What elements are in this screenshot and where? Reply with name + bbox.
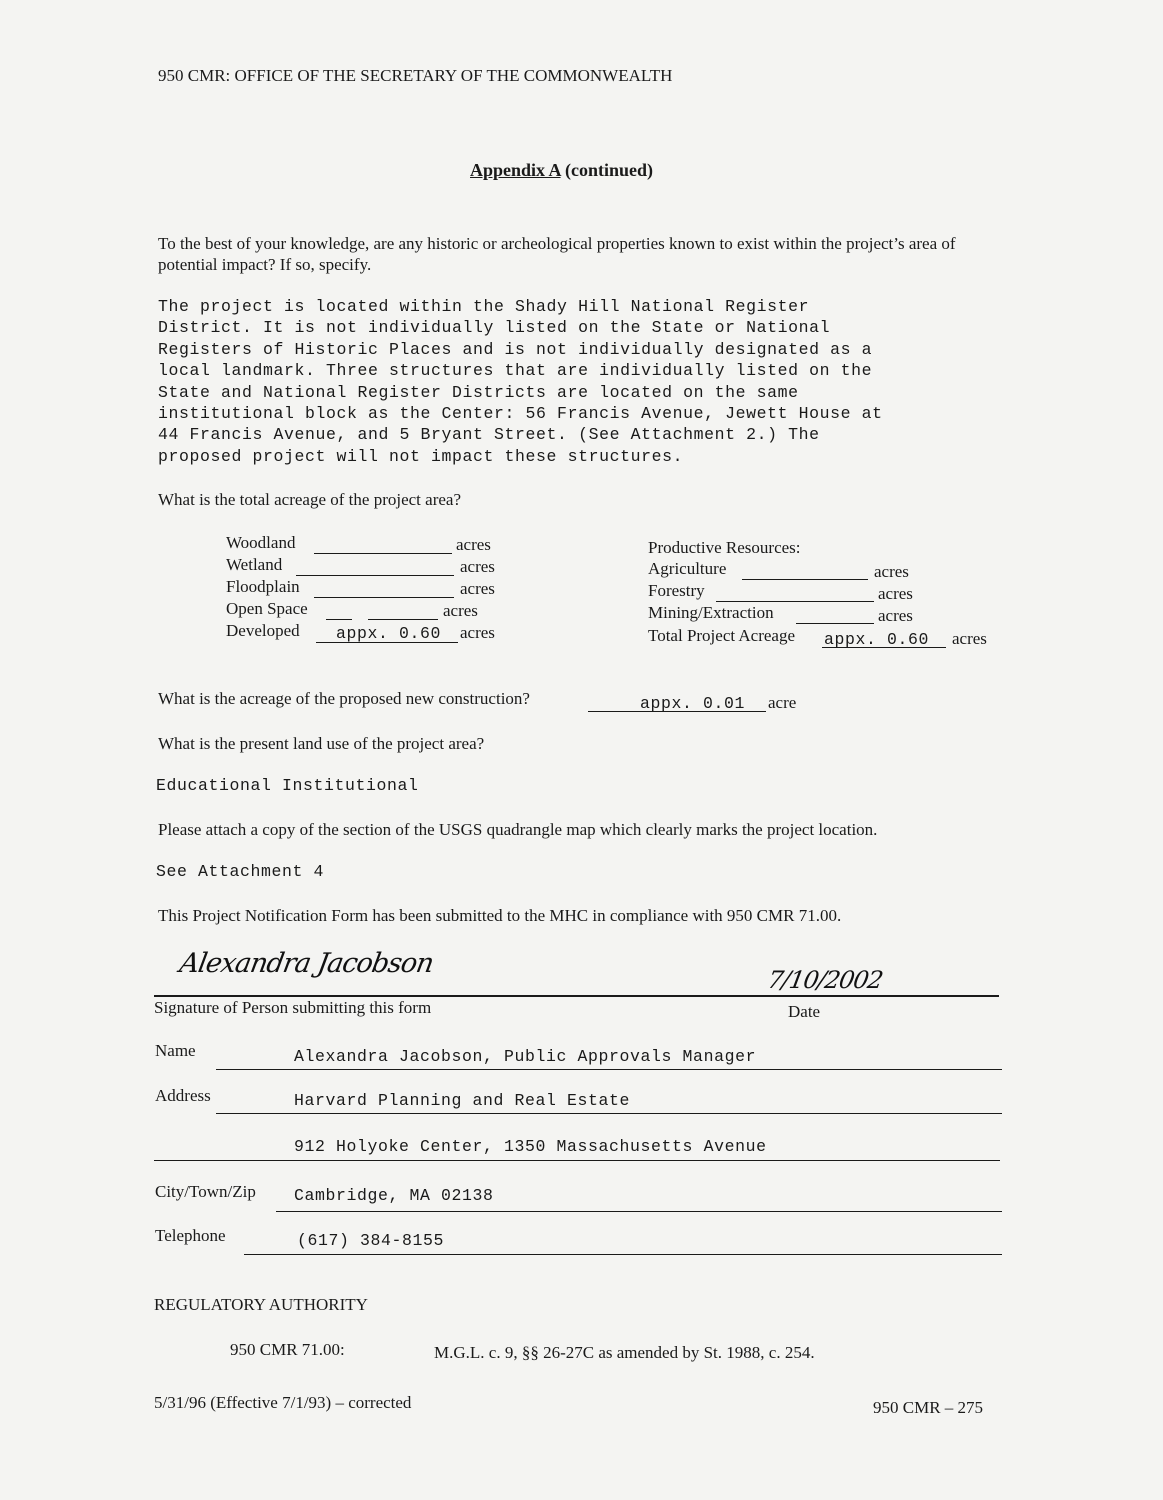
total-acreage-field: [822, 647, 946, 648]
land-use-answer: Educational Institutional: [156, 776, 419, 795]
footer-page-number: 950 CMR – 275: [873, 1398, 984, 1417]
agriculture-unit: acres: [874, 562, 909, 581]
name-value[interactable]: Alexandra Jacobson, Public Approvals Manager: [294, 1047, 757, 1066]
phone-field: [244, 1254, 1002, 1255]
city-field: [276, 1211, 1002, 1212]
name-field: [216, 1069, 1002, 1070]
phone-label: Telephone: [155, 1226, 226, 1245]
regulatory-heading: REGULATORY AUTHORITY: [154, 1295, 368, 1314]
forestry-field[interactable]: [716, 601, 874, 602]
total-acreage-value[interactable]: appx. 0.60: [824, 630, 930, 649]
woodland-unit: acres: [456, 535, 491, 554]
date-label: Date: [788, 1002, 821, 1021]
land-use-question: What is the present land use of the project area?: [158, 734, 485, 753]
usgs-question: Please attach a copy of the section of the USGS quadrangle map which clearly marks the project location.: [158, 820, 878, 839]
developed-field: [316, 642, 458, 643]
forestry-label: Forestry: [648, 581, 705, 600]
floodplain-label: Floodplain: [226, 577, 300, 596]
signature-label: Signature of Person submitting this form: [154, 998, 432, 1017]
address-line2[interactable]: 912 Holyoke Center, 1350 Massachusetts Avenue: [294, 1137, 767, 1156]
name-label: Name: [155, 1041, 196, 1060]
address-field-2: [154, 1160, 1000, 1161]
address-line1[interactable]: Harvard Planning and Real Estate: [294, 1091, 631, 1110]
developed-unit: acres: [460, 623, 495, 642]
floodplain-unit: acres: [460, 579, 495, 598]
regulatory-citation: M.G.L. c. 9, §§ 26-27C as amended by St. 1988, c. 254.: [434, 1343, 815, 1362]
floodplain-field[interactable]: [314, 597, 454, 598]
signature: Alexandra Jacobson: [177, 948, 436, 979]
mining-label: Mining/Extraction: [648, 603, 774, 622]
wetland-unit: acres: [460, 557, 495, 576]
historic-answer: The project is located within the Shady Hill National Register District. It is not individually listed on the State or National Registers of Historic Places and is not individually designated as a local landmark. Three structures that are individually listed on the State and National Register Districts are located on the same institutional block as the Center: 56 Francis Avenue, Jewett House at 44 Francis Avenue, and 5 Bryant Street. (See Attachment 2.) The proposed project will not impact these structures.: [158, 297, 883, 466]
open-space-unit: acres: [443, 601, 478, 620]
footer-left: 5/31/96 (Effective 7/1/93) – corrected: [154, 1393, 412, 1412]
regulatory-code: 950 CMR 71.00:: [230, 1340, 345, 1359]
productive-resources-heading: Productive Resources:: [648, 538, 801, 557]
agriculture-field[interactable]: [742, 579, 868, 580]
title-main: Appendix A: [470, 160, 561, 180]
agriculture-label: Agriculture: [648, 559, 727, 578]
developed-value[interactable]: appx. 0.60: [336, 624, 442, 643]
total-acreage-label: Total Project Acreage: [648, 626, 796, 645]
open-space-field-b[interactable]: [368, 619, 438, 620]
usgs-answer: See Attachment 4: [156, 862, 325, 881]
mining-unit: acres: [878, 606, 913, 625]
open-space-field-a[interactable]: [326, 619, 352, 620]
new-construction-value[interactable]: appx. 0.01: [640, 694, 746, 713]
signature-date: 7/10/2002: [765, 966, 885, 994]
wetland-field[interactable]: [296, 575, 454, 576]
running-header: 950 CMR: OFFICE OF THE SECRETARY OF THE COMMONWEALTH: [158, 66, 673, 85]
developed-label: Developed: [226, 621, 300, 640]
page-title: [470, 160, 653, 181]
wetland-label: Wetland: [226, 555, 283, 574]
acreage-question: What is the total acreage of the project area?: [158, 490, 461, 509]
forestry-unit: acres: [878, 584, 913, 603]
total-acreage-unit: acres: [952, 629, 987, 648]
mining-field[interactable]: [796, 623, 874, 624]
compliance-statement: This Project Notification Form has been submitted to the MHC in compliance with 950 CMR 71.00.: [158, 906, 842, 925]
phone-value[interactable]: (617) 384-8155: [297, 1231, 445, 1250]
new-construction-field: [588, 711, 766, 712]
address-label: Address: [155, 1086, 211, 1105]
woodland-label: Woodland: [226, 533, 296, 552]
city-value[interactable]: Cambridge, MA 02138: [294, 1186, 494, 1205]
open-space-label: Open Space: [226, 599, 308, 618]
title-suffix: (continued): [560, 160, 654, 180]
new-construction-unit: acre: [768, 693, 797, 712]
address-field-1: [216, 1113, 1002, 1114]
city-label: City/Town/Zip: [155, 1182, 256, 1201]
new-construction-question: What is the acreage of the proposed new construction?: [158, 689, 530, 708]
signature-line[interactable]: [154, 995, 999, 997]
woodland-field[interactable]: [314, 553, 452, 554]
historic-question: To the best of your knowledge, are any historic or archeological properties known to exist within the project’s area of potential impact? If so, specify.: [158, 234, 956, 274]
